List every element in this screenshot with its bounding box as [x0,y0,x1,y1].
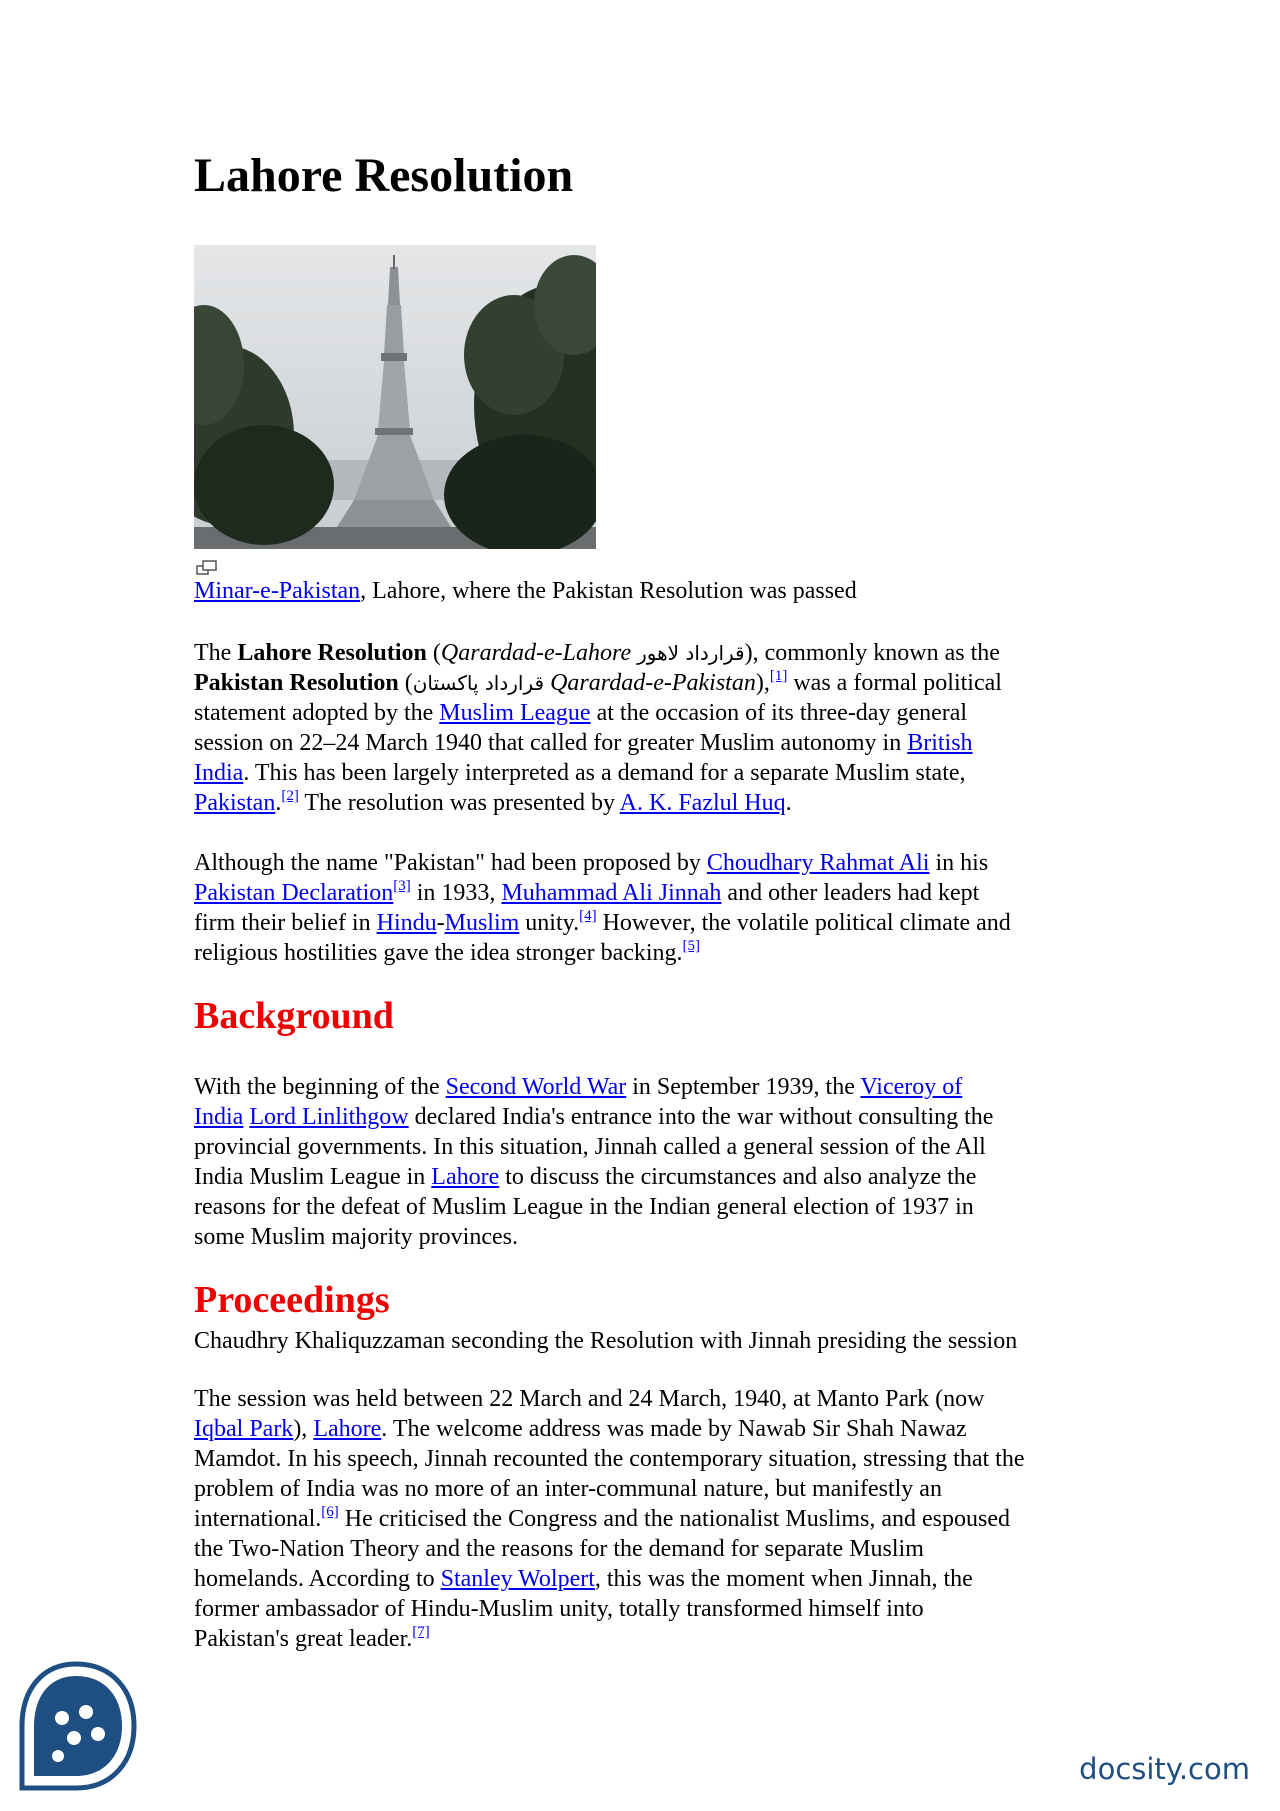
muslim-link[interactable]: Muslim [444,910,520,936]
text: in 1933, [410,880,502,906]
text: Although the name "Pakistan" had been proposed by [194,850,707,876]
text: He criticised the Congress and the nationalist Muslims, and espoused [338,1506,1011,1532]
muslim-league-link[interactable]: Muslim League [439,700,591,726]
urdu-text: قرارداد پاکستان [412,671,545,695]
text: . [785,790,792,816]
proceedings-line: problem of India was no more of an inter-communal nature, but manifestly an [194,1476,942,1502]
proceedings-line: Mamdot. In his speech, Jinnah recounted the contemporary situation, stressing that the [194,1446,1025,1472]
italic-term: Qarardad-e-Lahore [440,640,632,666]
text: India Muslim League in [194,1164,432,1190]
name-line [194,908,1011,938]
text: With the beginning of the [194,1074,446,1100]
text: was a formal political [787,670,1002,696]
reference-7[interactable]: [7] [412,1624,430,1640]
reference-3[interactable]: [3] [393,878,411,894]
british-india-link[interactable]: British [907,730,973,756]
background-line [194,1072,993,1102]
page-title: Lahore Resolution [194,149,574,202]
name-line [194,938,1011,968]
intro-line [194,758,1002,788]
background-line: reasons for the defeat of Muslim League in the Indian general election of 1937 in [194,1194,974,1220]
docsity-logo-icon[interactable] [14,1660,138,1792]
lahore-link[interactable]: Lahore [313,1416,382,1442]
proceedings-line [194,1414,1024,1444]
monument-photo [194,245,596,549]
text: ), [293,1416,314,1442]
proceedings-paragraph [194,1384,1024,1654]
rahmat-ali-link[interactable]: Choudhary Rahmat Ali [706,850,930,876]
urdu-text: قرارداد لاهور [637,641,745,665]
name-line [194,878,1011,908]
text: - [436,910,445,936]
text: ), [755,670,770,696]
caption-text: , Lahore, where the Pakistan Resolution was passed [360,578,857,604]
reference-1[interactable]: [1] [769,668,788,684]
text: to discuss the circumstances and also analyze the [499,1164,977,1190]
text: ), commonly known as the [744,640,1000,666]
text: . [275,790,282,816]
text: , this was the moment when Jinnah, the [594,1566,973,1592]
reference-4[interactable]: [4] [579,908,597,924]
minar-illustration [194,245,596,549]
proceedings-line [194,1504,1024,1534]
minar-e-pakistan-link[interactable]: Minar-e-Pakistan [194,578,361,604]
docsity-brand-text[interactable]: docsity.com [1079,1752,1250,1786]
text: firm their belief in [194,910,377,936]
background-line: provincial governments. In this situation, Jinnah called a general session of the All [194,1134,986,1160]
enlarge-icon[interactable] [196,560,218,576]
background-paragraph [194,1072,993,1252]
intro-line [194,698,1002,728]
text: ( [398,670,413,696]
proceedings-line: former ambassador of Hindu-Muslim unity, totally transformed himself into [194,1596,924,1622]
viceroy-of-india-link[interactable]: India [194,1104,244,1130]
bold-term: Pakistan Resolution [194,670,399,696]
intro-paragraph [194,638,1002,818]
text: The [194,640,238,666]
intro-line [194,788,1002,818]
proceedings-line: The session was held between 22 March and 24 March, 1940, at Manto Park (now [194,1386,985,1412]
jinnah-link[interactable]: Muhammad Ali Jinnah [501,880,722,906]
text: international. [194,1506,322,1532]
pakistan-link[interactable]: Pakistan [194,790,276,816]
reference-5[interactable]: [5] [682,938,701,954]
text: The resolution was presented by [298,790,620,816]
hindu-link[interactable]: Hindu [376,910,437,936]
proceedings-line: the Two-Nation Theory and the reasons for the demand for separate Muslim [194,1536,924,1562]
text: homelands. According to [194,1566,441,1592]
reference-2[interactable]: [2] [281,788,299,804]
background-line: some Muslim majority provinces. [194,1224,518,1250]
text: in September 1939, the [626,1074,861,1100]
proceedings-line [194,1624,1024,1654]
bold-term: Lahore Resolution [237,640,427,666]
text: declared India's entrance into the war without consulting the [408,1104,994,1130]
reference-6[interactable]: [6] [321,1504,339,1520]
italic-term: Qarardad-e-Pakistan [550,670,756,696]
name-line [194,848,1011,878]
text: in his [929,850,989,876]
second-world-war-link[interactable]: Second World War [445,1074,627,1100]
text: . This has been largely interpreted as a demand for a separate Muslim state, [243,760,966,786]
figure-caption [194,576,857,606]
british-india-link[interactable]: India [194,760,244,786]
iqbal-park-link[interactable]: Iqbal Park [194,1416,294,1442]
proceedings-heading: Proceedings [194,1279,390,1321]
stanley-wolpert-link[interactable]: Stanley Wolpert [440,1566,595,1592]
text: unity. [519,910,580,936]
text: ( [426,640,441,666]
intro-line [194,638,1002,668]
text: at the occasion of its three-day general [590,700,968,726]
pakistan-declaration-link[interactable]: Pakistan Declaration [194,880,394,906]
viceroy-of-india-link[interactable]: Viceroy of [860,1074,963,1100]
text: statement adopted by the [194,700,440,726]
text: religious hostilities gave the idea stronger backing. [194,940,683,966]
lord-linlithgow-link[interactable]: Lord Linlithgow [249,1104,409,1130]
proceedings-line [194,1564,1024,1594]
intro-line [194,668,1002,698]
text: and other leaders had kept [721,880,980,906]
fazlul-huq-link[interactable]: A. K. Fazlul Huq [619,790,786,816]
text: However, the volatile political climate and [596,910,1011,936]
text: . The welcome address was made by Nawab Sir Shah Nawaz [381,1416,967,1442]
proceedings-caption [194,1326,1017,1356]
text: Pakistan's great leader. [194,1626,413,1652]
background-heading: Background [194,995,394,1037]
background-line [194,1102,993,1132]
caption-line: Chaudhry Khaliquzzaman seconding the Resolution with Jinnah presiding the session [194,1328,1018,1354]
name-paragraph [194,848,1011,968]
background-line [194,1162,993,1192]
intro-line [194,728,1002,758]
lahore-link[interactable]: Lahore [431,1164,500,1190]
text: session on 22–24 March 1940 that called for greater Muslim autonomy in [194,730,908,756]
